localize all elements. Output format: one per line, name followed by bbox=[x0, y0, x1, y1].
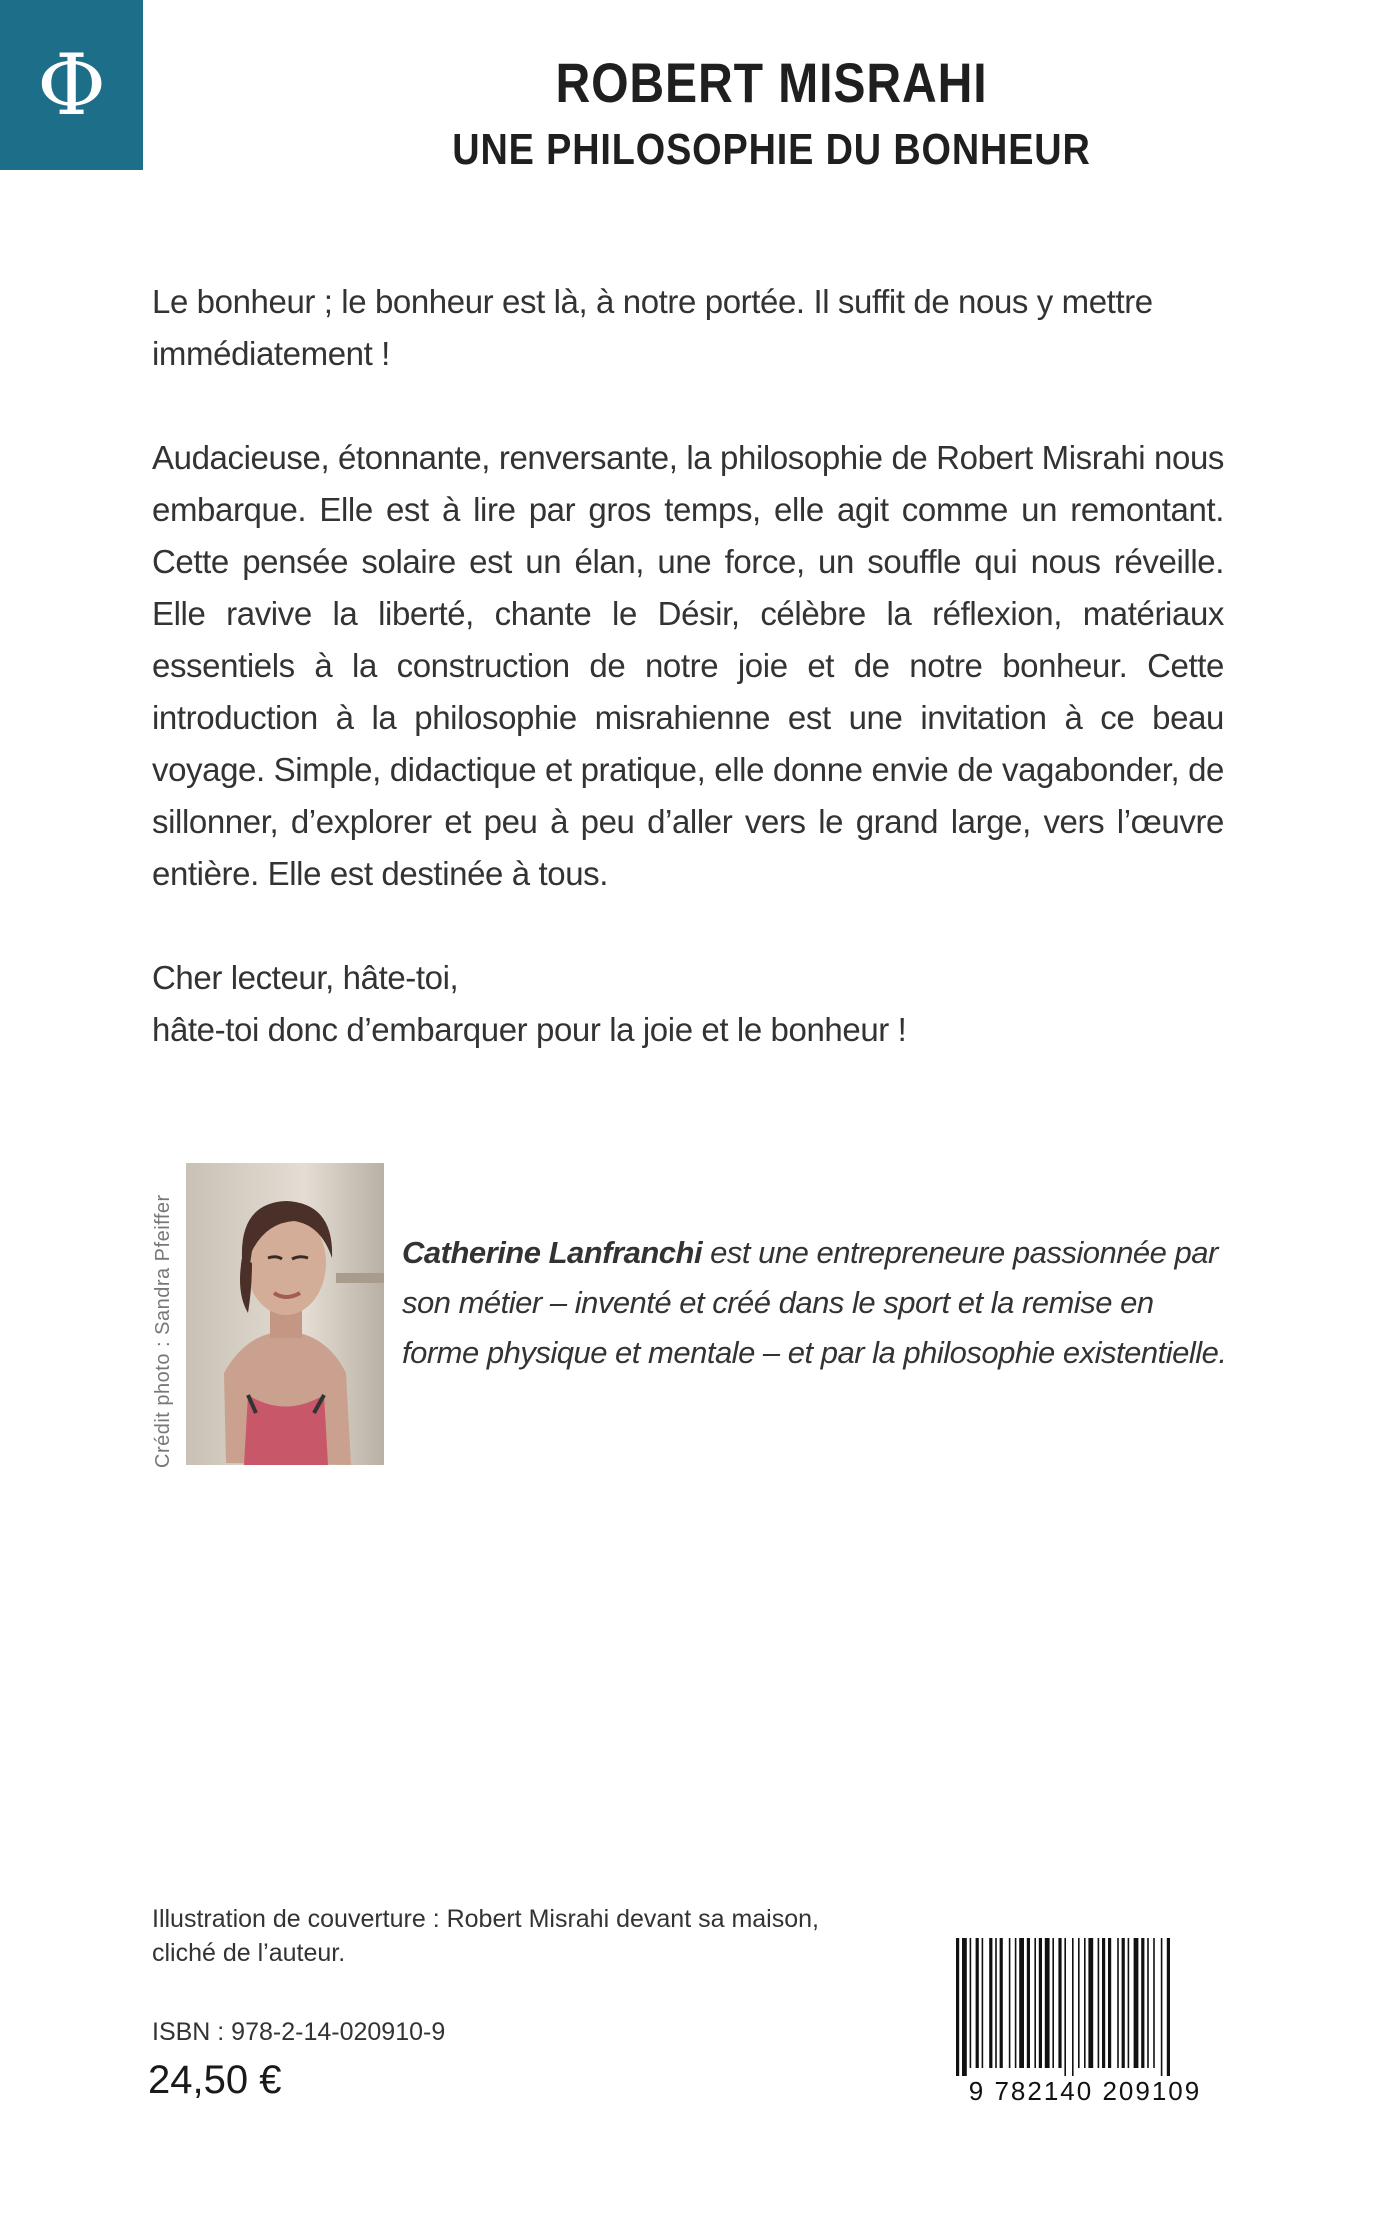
author-portrait bbox=[186, 1163, 384, 1465]
barcode-bar bbox=[1052, 1938, 1054, 2068]
photo-credit-text: Crédit photo : Sandra Pfeiffer bbox=[152, 1194, 174, 1468]
barcode-bar bbox=[1015, 1938, 1017, 2068]
barcode-bar bbox=[1027, 1938, 1030, 2068]
barcode-digits: 9 782140 209109 bbox=[968, 2076, 1202, 2106]
barcode-bar bbox=[1078, 1938, 1080, 2068]
isbn: ISBN : 978-2-14-020910-9 bbox=[152, 2018, 446, 2046]
barcode-bar bbox=[1019, 1938, 1024, 2068]
barcode-bar bbox=[1108, 1938, 1111, 2068]
barcode-bar bbox=[962, 1938, 967, 2076]
closing-paragraph bbox=[152, 952, 1224, 1056]
barcode-bar bbox=[1167, 1938, 1170, 2076]
barcode-bar bbox=[1064, 1938, 1066, 2076]
barcode-bar bbox=[989, 1938, 992, 2068]
barcode-bar bbox=[1153, 1938, 1155, 2068]
barcode-bar bbox=[995, 1938, 997, 2068]
author-name: Catherine Lanfranchi bbox=[402, 1235, 703, 1270]
barcode-bar bbox=[976, 1938, 979, 2068]
barcode-bar bbox=[1141, 1938, 1144, 2068]
barcode-bar bbox=[1088, 1938, 1093, 2068]
barcode-bar bbox=[1034, 1938, 1036, 2068]
photo-credit bbox=[152, 1168, 174, 1468]
barcode-bar bbox=[970, 1938, 972, 2068]
publisher-logo bbox=[0, 0, 143, 170]
cover-illustration-credit bbox=[152, 1902, 912, 1970]
author-portrait-image bbox=[186, 1163, 384, 1465]
title-block bbox=[143, 50, 1400, 175]
barcode-bar bbox=[1058, 1938, 1061, 2068]
barcode-bars bbox=[956, 1938, 1170, 2076]
barcode-bar bbox=[1117, 1938, 1119, 2068]
description-paragraph: Audacieuse, étonnante, renversante, la philosophie de Robert Misrahi nous embarque. Elle est à lire par gros temps, elle agit comme un remontant. Cette pensée solaire est un élan, une force, un souffle qui nous réveille. Elle ravive la liberté, chante le Désir, célèbre la réflexion, matériaux essentiels à la construction de notre joie et de notre bonheur. Cette introduction à la philosophie misrahienne est une invitation à ce beau voyage. Simple, didactique et pratique, elle donne envie de vagabonder, de sillonner, d’explorer et peu à peu d’aller vers le grand large, vers l’œuvre entière. Elle est destinée à tous. bbox=[152, 439, 1224, 892]
barcode-bar bbox=[1045, 1938, 1050, 2068]
closing-line-1: Cher lecteur, hâte-toi, bbox=[152, 959, 459, 996]
barcode-bar bbox=[1039, 1938, 1042, 2068]
price: 24,50 € bbox=[148, 2058, 282, 2102]
barcode-bar bbox=[1128, 1938, 1130, 2068]
barcode-bar bbox=[1102, 1938, 1105, 2068]
barcode-bar bbox=[1009, 1938, 1011, 2068]
phi-logo-icon: Φ bbox=[37, 36, 106, 134]
barcode-bar bbox=[1161, 1938, 1163, 2076]
barcode bbox=[940, 1938, 1230, 2106]
author-bio-text: est une entrepreneure passionnée par son métier – inventé et créé dans le sport et la remise en forme physique et mentale – et par la philosophie existentielle. bbox=[402, 1235, 1227, 1370]
barcode-bar bbox=[1000, 1938, 1003, 2068]
barcode-bar bbox=[1147, 1938, 1149, 2068]
barcode-bar bbox=[1134, 1938, 1139, 2068]
book-author-title: ROBERT MISRAHI bbox=[555, 51, 988, 114]
barcode-bar bbox=[956, 1938, 959, 2076]
barcode-bar bbox=[1084, 1938, 1086, 2068]
intro-paragraph: Le bonheur ; le bonheur est là, à notre portée. Il suffit de nous y mettre immédiatement ! bbox=[152, 283, 1153, 372]
illustration-credit-line-2: cliché de l’auteur. bbox=[152, 1939, 346, 1967]
author-bio bbox=[402, 1228, 1232, 1378]
barcode-bar bbox=[1072, 1938, 1074, 2076]
barcode-bar bbox=[1098, 1938, 1100, 2068]
closing-line-2: hâte-toi donc d’embarquer pour la joie et le bonheur ! bbox=[152, 1011, 907, 1048]
illustration-credit-line-1: Illustration de couverture : Robert Misrahi devant sa maison, bbox=[152, 1905, 819, 1933]
barcode-bar bbox=[1122, 1938, 1125, 2068]
book-subtitle: UNE PHILOSOPHIE DU BONHEUR bbox=[452, 125, 1091, 174]
barcode-bar bbox=[982, 1938, 984, 2068]
